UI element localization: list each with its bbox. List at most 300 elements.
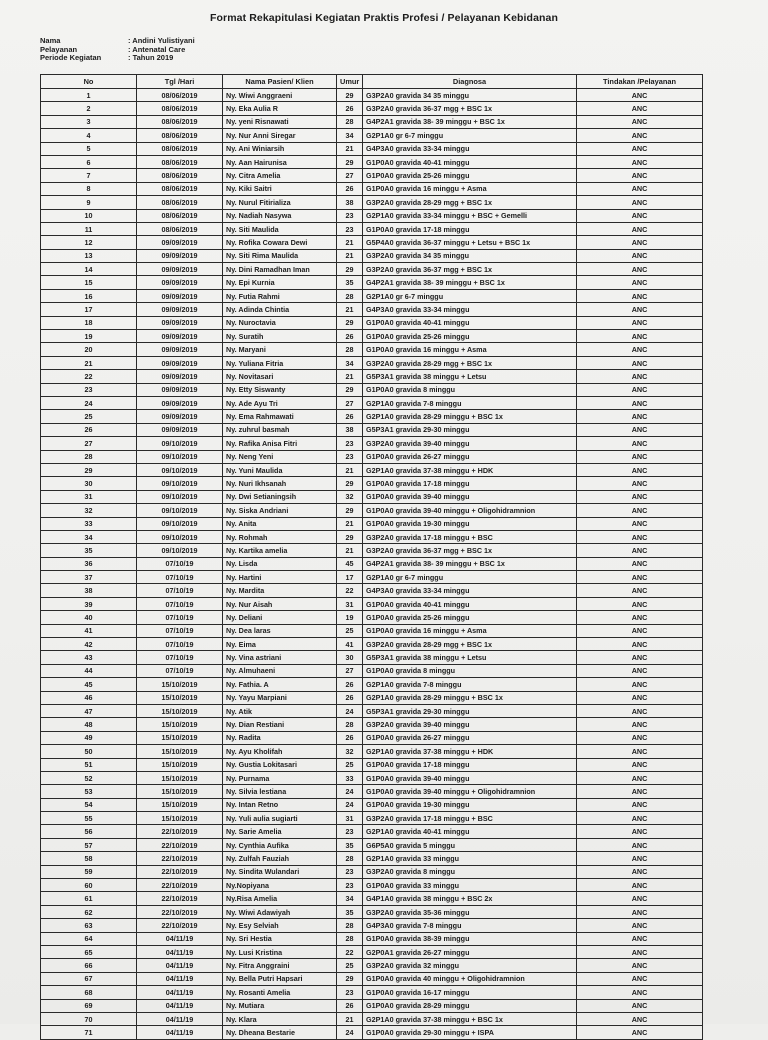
cell-action: ANC — [577, 785, 703, 798]
cell-age: 26 — [337, 999, 363, 1012]
cell-no: 21 — [41, 356, 137, 369]
cell-diagnosis: G1P0A0 gravida 19-30 minggu — [363, 517, 577, 530]
cell-patient-name: Ny. Silvia lestiana — [223, 785, 337, 798]
cell-diagnosis: G2P1A0 gravida 7-8 minggu — [363, 678, 577, 691]
cell-date: 09/10/2019 — [137, 463, 223, 476]
table-row — [41, 383, 703, 396]
cell-no: 69 — [41, 999, 137, 1012]
cell-action: ANC — [577, 544, 703, 557]
cell-diagnosis: G4P3A0 gravida 33-34 minggu — [363, 584, 577, 597]
cell-diagnosis: G1P0A0 gravida 39-40 minggu — [363, 490, 577, 503]
cell-diagnosis: G5P3A1 gravida 38 minggu + Letsu — [363, 370, 577, 383]
cell-no: 45 — [41, 678, 137, 691]
table-row — [41, 343, 703, 356]
cell-action: ANC — [577, 517, 703, 530]
cell-age: 21 — [337, 236, 363, 249]
cell-date: 07/10/19 — [137, 638, 223, 651]
cell-patient-name: Ny. Intan Retno — [223, 798, 337, 811]
cell-diagnosis: G1P0A0 gravida 25-26 minggu — [363, 330, 577, 343]
meta-label: Periode Kegiatan — [40, 53, 102, 62]
cell-diagnosis: G1P0A0 gravida 8 minggu — [363, 664, 577, 677]
cell-diagnosis: G6P5A0 gravida 5 minggu — [363, 838, 577, 851]
cell-patient-name: Ny. Atik — [223, 704, 337, 717]
cell-diagnosis: G3P2A0 gravida 28-29 mgg + BSC 1x — [363, 196, 577, 209]
cell-date: 22/10/2019 — [137, 852, 223, 865]
cell-date: 08/06/2019 — [137, 196, 223, 209]
cell-date: 15/10/2019 — [137, 731, 223, 744]
table-row — [41, 597, 703, 610]
cell-date: 09/09/2019 — [137, 370, 223, 383]
cell-date: 07/10/19 — [137, 584, 223, 597]
cell-date: 15/10/2019 — [137, 691, 223, 704]
recap-table — [40, 74, 703, 1040]
meta-value: : Tahun 2019 — [128, 53, 174, 62]
cell-age: 38 — [337, 423, 363, 436]
column-header-diagnosis: Diagnosa — [363, 75, 577, 89]
cell-patient-name: Ny. Wiwi Adawiyah — [223, 905, 337, 918]
table-row — [41, 182, 703, 195]
column-header-patient-name: Nama Pasien/ Klien — [223, 75, 337, 89]
cell-patient-name: Ny. zuhrul basmah — [223, 423, 337, 436]
table-row — [41, 825, 703, 838]
cell-action: ANC — [577, 852, 703, 865]
table-row — [41, 972, 703, 985]
cell-action: ANC — [577, 704, 703, 717]
cell-diagnosis: G5P3A1 gravida 38 minggu + Letsu — [363, 651, 577, 664]
cell-diagnosis: G1P0A0 gravida 25-26 minggu — [363, 611, 577, 624]
cell-patient-name: Ny. Wiwi Anggraeni — [223, 89, 337, 102]
table-row — [41, 249, 703, 262]
cell-patient-name: Ny. Yuli aulia sugiarti — [223, 812, 337, 825]
cell-action: ANC — [577, 972, 703, 985]
cell-age: 24 — [337, 704, 363, 717]
cell-action: ANC — [577, 343, 703, 356]
cell-diagnosis: G3P2A0 gravida 39-40 minggu — [363, 437, 577, 450]
cell-date: 15/10/2019 — [137, 771, 223, 784]
table-row — [41, 236, 703, 249]
cell-no: 39 — [41, 597, 137, 610]
cell-no: 17 — [41, 303, 137, 316]
cell-age: 34 — [337, 892, 363, 905]
cell-date: 08/06/2019 — [137, 89, 223, 102]
cell-date: 08/06/2019 — [137, 209, 223, 222]
cell-patient-name: Ny. Ade Ayu Tri — [223, 396, 337, 409]
cell-action: ANC — [577, 986, 703, 999]
cell-date: 08/06/2019 — [137, 142, 223, 155]
cell-patient-name: Ny. Anita — [223, 517, 337, 530]
cell-diagnosis: G1P0A0 gravida 39-40 minggu — [363, 771, 577, 784]
cell-date: 07/10/19 — [137, 557, 223, 570]
cell-date: 09/10/2019 — [137, 437, 223, 450]
table-row — [41, 865, 703, 878]
cell-no: 58 — [41, 852, 137, 865]
cell-action: ANC — [577, 812, 703, 825]
cell-date: 09/10/2019 — [137, 490, 223, 503]
cell-age: 34 — [337, 356, 363, 369]
cell-age: 19 — [337, 611, 363, 624]
cell-diagnosis: G2P0A1 gravida 26-27 minggu — [363, 946, 577, 959]
cell-patient-name: Ny. Dian Restiani — [223, 718, 337, 731]
cell-age: 28 — [337, 289, 363, 302]
cell-no: 46 — [41, 691, 137, 704]
cell-date: 08/06/2019 — [137, 169, 223, 182]
table-row — [41, 838, 703, 851]
cell-no: 27 — [41, 437, 137, 450]
cell-diagnosis: G1P0A0 gravida 40 minggu + Oligohidramnion — [363, 972, 577, 985]
cell-patient-name: Ny. Sri Hestia — [223, 932, 337, 945]
table-row — [41, 557, 703, 570]
cell-diagnosis: G4P3A0 gravida 7-8 minggu — [363, 919, 577, 932]
cell-age: 21 — [337, 544, 363, 557]
cell-date: 08/06/2019 — [137, 129, 223, 142]
cell-age: 32 — [337, 490, 363, 503]
cell-no: 15 — [41, 276, 137, 289]
cell-diagnosis: G3P2A0 gravida 28-29 mgg + BSC 1x — [363, 356, 577, 369]
cell-diagnosis: G3P2A0 gravida 8 minggu — [363, 865, 577, 878]
cell-age: 24 — [337, 785, 363, 798]
cell-date: 09/10/2019 — [137, 530, 223, 543]
cell-diagnosis: G1P0A0 gravida 25-26 minggu — [363, 169, 577, 182]
cell-diagnosis: G5P3A1 gravida 29-30 minggu — [363, 423, 577, 436]
table-row — [41, 370, 703, 383]
table-row — [41, 530, 703, 543]
cell-no: 41 — [41, 624, 137, 637]
cell-diagnosis: G3P2A0 gravida 17-18 minggu + BSC — [363, 530, 577, 543]
table-row — [41, 852, 703, 865]
cell-no: 55 — [41, 812, 137, 825]
cell-diagnosis: G1P0A0 gravida 39-40 minggu + Oligohidramnion — [363, 504, 577, 517]
cell-action: ANC — [577, 745, 703, 758]
cell-diagnosis: G2P1A0 gr 6-7 minggu — [363, 129, 577, 142]
cell-date: 09/09/2019 — [137, 236, 223, 249]
cell-date: 09/09/2019 — [137, 330, 223, 343]
cell-diagnosis: G3P2A0 gravida 17-18 minggu + BSC — [363, 812, 577, 825]
cell-patient-name: Ny. Yuni Maulida — [223, 463, 337, 476]
table-row — [41, 450, 703, 463]
cell-patient-name: Ny. Nur Aisah — [223, 597, 337, 610]
cell-age: 29 — [337, 263, 363, 276]
table-row — [41, 263, 703, 276]
cell-action: ANC — [577, 263, 703, 276]
cell-age: 21 — [337, 303, 363, 316]
cell-no: 8 — [41, 182, 137, 195]
cell-action: ANC — [577, 129, 703, 142]
cell-diagnosis: G2P1A0 gravida 37-38 minggu + HDK — [363, 463, 577, 476]
table-row — [41, 785, 703, 798]
cell-action: ANC — [577, 115, 703, 128]
cell-patient-name: Ny. Maryani — [223, 343, 337, 356]
cell-no: 56 — [41, 825, 137, 838]
cell-action: ANC — [577, 316, 703, 329]
cell-patient-name: Ny. Kartika amelia — [223, 544, 337, 557]
cell-diagnosis: G2P1A0 gravida 37-38 minggu + HDK — [363, 745, 577, 758]
cell-action: ANC — [577, 959, 703, 972]
cell-date: 22/10/2019 — [137, 892, 223, 905]
cell-no: 10 — [41, 209, 137, 222]
cell-age: 21 — [337, 1012, 363, 1025]
cell-date: 09/10/2019 — [137, 517, 223, 530]
cell-no: 59 — [41, 865, 137, 878]
cell-action: ANC — [577, 169, 703, 182]
cell-age: 23 — [337, 879, 363, 892]
cell-no: 53 — [41, 785, 137, 798]
cell-patient-name: Ny. Citra Amelia — [223, 169, 337, 182]
cell-no: 5 — [41, 142, 137, 155]
cell-action: ANC — [577, 771, 703, 784]
cell-patient-name: Ny. Rosanti Amelia — [223, 986, 337, 999]
cell-diagnosis: G2P1A0 gravida 40-41 minggu — [363, 825, 577, 838]
table-row — [41, 463, 703, 476]
cell-action: ANC — [577, 196, 703, 209]
cell-date: 07/10/19 — [137, 597, 223, 610]
cell-date: 15/10/2019 — [137, 785, 223, 798]
table-row — [41, 986, 703, 999]
cell-diagnosis: G4P3A0 gravida 33-34 minggu — [363, 303, 577, 316]
cell-patient-name: Ny. Fitra Anggraini — [223, 959, 337, 972]
table-row — [41, 678, 703, 691]
cell-date: 09/09/2019 — [137, 396, 223, 409]
table-row — [41, 758, 703, 771]
cell-date: 08/06/2019 — [137, 102, 223, 115]
cell-patient-name: Ny. Rohmah — [223, 530, 337, 543]
meta-label: Pelayanan — [40, 44, 78, 54]
cell-no: 19 — [41, 330, 137, 343]
cell-date: 04/11/19 — [137, 986, 223, 999]
cell-date: 22/10/2019 — [137, 879, 223, 892]
cell-age: 35 — [337, 276, 363, 289]
table-row — [41, 771, 703, 784]
cell-age: 23 — [337, 209, 363, 222]
cell-action: ANC — [577, 691, 703, 704]
cell-age: 45 — [337, 557, 363, 570]
table-row — [41, 905, 703, 918]
meta-label: Nama — [40, 36, 61, 45]
cell-action: ANC — [577, 584, 703, 597]
cell-action: ANC — [577, 597, 703, 610]
cell-patient-name: Ny. Eima — [223, 638, 337, 651]
cell-age: 26 — [337, 691, 363, 704]
cell-action: ANC — [577, 919, 703, 932]
cell-action: ANC — [577, 798, 703, 811]
cell-patient-name: Ny. Dini Ramadhan Iman — [223, 263, 337, 276]
cell-age: 29 — [337, 504, 363, 517]
cell-age: 21 — [337, 142, 363, 155]
cell-age: 23 — [337, 825, 363, 838]
cell-age: 26 — [337, 731, 363, 744]
cell-patient-name: Ny. Deliani — [223, 611, 337, 624]
table-row — [41, 490, 703, 503]
cell-diagnosis: G5P4A0 gravida 36-37 minggu + Letsu + BSC 1x — [363, 236, 577, 249]
table-row — [41, 879, 703, 892]
cell-diagnosis: G3P2A0 gravida 39-40 minggu — [363, 718, 577, 731]
cell-diagnosis: G2P1A0 gr 6-7 minggu — [363, 571, 577, 584]
cell-action: ANC — [577, 303, 703, 316]
table-row — [41, 919, 703, 932]
cell-date: 09/09/2019 — [137, 383, 223, 396]
cell-date: 08/06/2019 — [137, 182, 223, 195]
cell-action: ANC — [577, 236, 703, 249]
cell-date: 15/10/2019 — [137, 718, 223, 731]
cell-date: 08/06/2019 — [137, 115, 223, 128]
cell-action: ANC — [577, 932, 703, 945]
cell-no: 34 — [41, 530, 137, 543]
cell-no: 35 — [41, 544, 137, 557]
cell-age: 34 — [337, 129, 363, 142]
cell-date: 15/10/2019 — [137, 678, 223, 691]
cell-age: 24 — [337, 798, 363, 811]
cell-age: 29 — [337, 316, 363, 329]
meta-value: : Antenatal Care — [128, 44, 186, 54]
cell-diagnosis: G1P0A0 gravida 26-27 minggu — [363, 450, 577, 463]
document-title: Format Rekapitulasi Kegiatan Praktis Profesi / Pelayanan Kebidanan — [210, 12, 558, 24]
table-row — [41, 102, 703, 115]
cell-action: ANC — [577, 182, 703, 195]
cell-patient-name: Ny. Ayu Kholifah — [223, 745, 337, 758]
cell-no: 20 — [41, 343, 137, 356]
cell-date: 04/11/19 — [137, 946, 223, 959]
cell-patient-name: Ny. Klara — [223, 1012, 337, 1025]
cell-no: 48 — [41, 718, 137, 731]
cell-date: 07/10/19 — [137, 651, 223, 664]
cell-patient-name: Ny. Etty Siswanty — [223, 383, 337, 396]
meta-info — [40, 37, 195, 63]
table-row — [41, 611, 703, 624]
table-row — [41, 396, 703, 409]
cell-patient-name: Ny. Yayu Marpiani — [223, 691, 337, 704]
cell-patient-name: Ny. Almuhaeni — [223, 664, 337, 677]
cell-diagnosis: G1P0A0 gravida 17-18 minggu — [363, 758, 577, 771]
cell-diagnosis: G1P0A0 gravida 29-30 minggu + ISPA — [363, 1026, 577, 1039]
cell-patient-name: Ny. Dheana Bestarie — [223, 1026, 337, 1039]
cell-patient-name: Ny. Rafika Anisa Fitri — [223, 437, 337, 450]
cell-age: 28 — [337, 852, 363, 865]
cell-no: 16 — [41, 289, 137, 302]
cell-action: ANC — [577, 731, 703, 744]
cell-diagnosis: G4P2A1 gravida 38- 39 minggu + BSC 1x — [363, 557, 577, 570]
cell-age: 30 — [337, 651, 363, 664]
cell-no: 28 — [41, 450, 137, 463]
cell-action: ANC — [577, 330, 703, 343]
table-row — [41, 718, 703, 731]
cell-no: 70 — [41, 1012, 137, 1025]
cell-action: ANC — [577, 383, 703, 396]
cell-patient-name: Ny. Dwi Setianingsih — [223, 490, 337, 503]
cell-action: ANC — [577, 249, 703, 262]
cell-age: 31 — [337, 812, 363, 825]
cell-no: 23 — [41, 383, 137, 396]
cell-diagnosis: G2P1A0 gravida 37-38 minggu + BSC 1x — [363, 1012, 577, 1025]
cell-no: 12 — [41, 236, 137, 249]
cell-diagnosis: G2P1A0 gravida 33 minggu — [363, 852, 577, 865]
cell-patient-name: Ny. Eka Aulia R — [223, 102, 337, 115]
cell-diagnosis: G1P0A0 gravida 17-18 minggu — [363, 222, 577, 235]
cell-no: 62 — [41, 905, 137, 918]
cell-action: ANC — [577, 611, 703, 624]
table-row — [41, 330, 703, 343]
cell-action: ANC — [577, 463, 703, 476]
cell-age: 24 — [337, 1026, 363, 1039]
cell-patient-name: Ny. Hartini — [223, 571, 337, 584]
cell-action: ANC — [577, 571, 703, 584]
cell-no: 1 — [41, 89, 137, 102]
cell-no: 32 — [41, 504, 137, 517]
cell-date: 04/11/19 — [137, 1012, 223, 1025]
cell-date: 22/10/2019 — [137, 905, 223, 918]
cell-date: 08/06/2019 — [137, 222, 223, 235]
cell-action: ANC — [577, 89, 703, 102]
cell-no: 64 — [41, 932, 137, 945]
cell-no: 24 — [41, 396, 137, 409]
cell-action: ANC — [577, 155, 703, 168]
table-body — [41, 89, 703, 1040]
cell-age: 28 — [337, 718, 363, 731]
cell-date: 15/10/2019 — [137, 758, 223, 771]
cell-action: ANC — [577, 758, 703, 771]
cell-patient-name: Ny. Mutiara — [223, 999, 337, 1012]
cell-age: 17 — [337, 571, 363, 584]
cell-age: 23 — [337, 865, 363, 878]
cell-age: 25 — [337, 959, 363, 972]
cell-diagnosis: G3P2A0 gravida 34 35 minggu — [363, 249, 577, 262]
cell-action: ANC — [577, 437, 703, 450]
cell-no: 65 — [41, 946, 137, 959]
cell-diagnosis: G2P1A0 gravida 33-34 minggu + BSC + Gemelli — [363, 209, 577, 222]
cell-diagnosis: G4P1A0 gravida 38 minggu + BSC 2x — [363, 892, 577, 905]
cell-patient-name: Ny. Novitasari — [223, 370, 337, 383]
table-row — [41, 169, 703, 182]
cell-action: ANC — [577, 504, 703, 517]
cell-diagnosis: G1P0A0 gravida 16-17 minggu — [363, 986, 577, 999]
cell-age: 41 — [337, 638, 363, 651]
cell-age: 29 — [337, 89, 363, 102]
cell-patient-name: Ny. Rofika Cowara Dewi — [223, 236, 337, 249]
table-row — [41, 892, 703, 905]
cell-patient-name: Ny. Fathia. A — [223, 678, 337, 691]
cell-patient-name: Ny. Radita — [223, 731, 337, 744]
table-row — [41, 651, 703, 664]
cell-date: 04/11/19 — [137, 1026, 223, 1039]
cell-action: ANC — [577, 879, 703, 892]
cell-diagnosis: G1P0A0 gravida 38-39 minggu — [363, 932, 577, 945]
cell-no: 3 — [41, 115, 137, 128]
cell-no: 2 — [41, 102, 137, 115]
table-row — [41, 89, 703, 102]
table-row — [41, 544, 703, 557]
cell-age: 28 — [337, 919, 363, 932]
cell-diagnosis: G4P2A1 gravida 38- 39 minggu + BSC 1x — [363, 276, 577, 289]
cell-date: 22/10/2019 — [137, 825, 223, 838]
cell-action: ANC — [577, 276, 703, 289]
cell-no: 44 — [41, 664, 137, 677]
table-row — [41, 276, 703, 289]
cell-age: 33 — [337, 771, 363, 784]
cell-no: 47 — [41, 704, 137, 717]
column-header-no: No — [41, 75, 137, 89]
table-row — [41, 129, 703, 142]
cell-date: 09/09/2019 — [137, 316, 223, 329]
table-row — [41, 624, 703, 637]
cell-patient-name: Ny. Aan Hairunisa — [223, 155, 337, 168]
cell-patient-name: Ny. Sarie Amelia — [223, 825, 337, 838]
cell-patient-name: Ny. Nadiah Nasywa — [223, 209, 337, 222]
cell-diagnosis: G1P0A0 gravida 40-41 minggu — [363, 316, 577, 329]
cell-diagnosis: G1P0A0 gravida 8 minggu — [363, 383, 577, 396]
cell-patient-name: Ny. Epi Kurnia — [223, 276, 337, 289]
cell-no: 36 — [41, 557, 137, 570]
cell-date: 15/10/2019 — [137, 812, 223, 825]
cell-age: 21 — [337, 463, 363, 476]
cell-no: 30 — [41, 477, 137, 490]
